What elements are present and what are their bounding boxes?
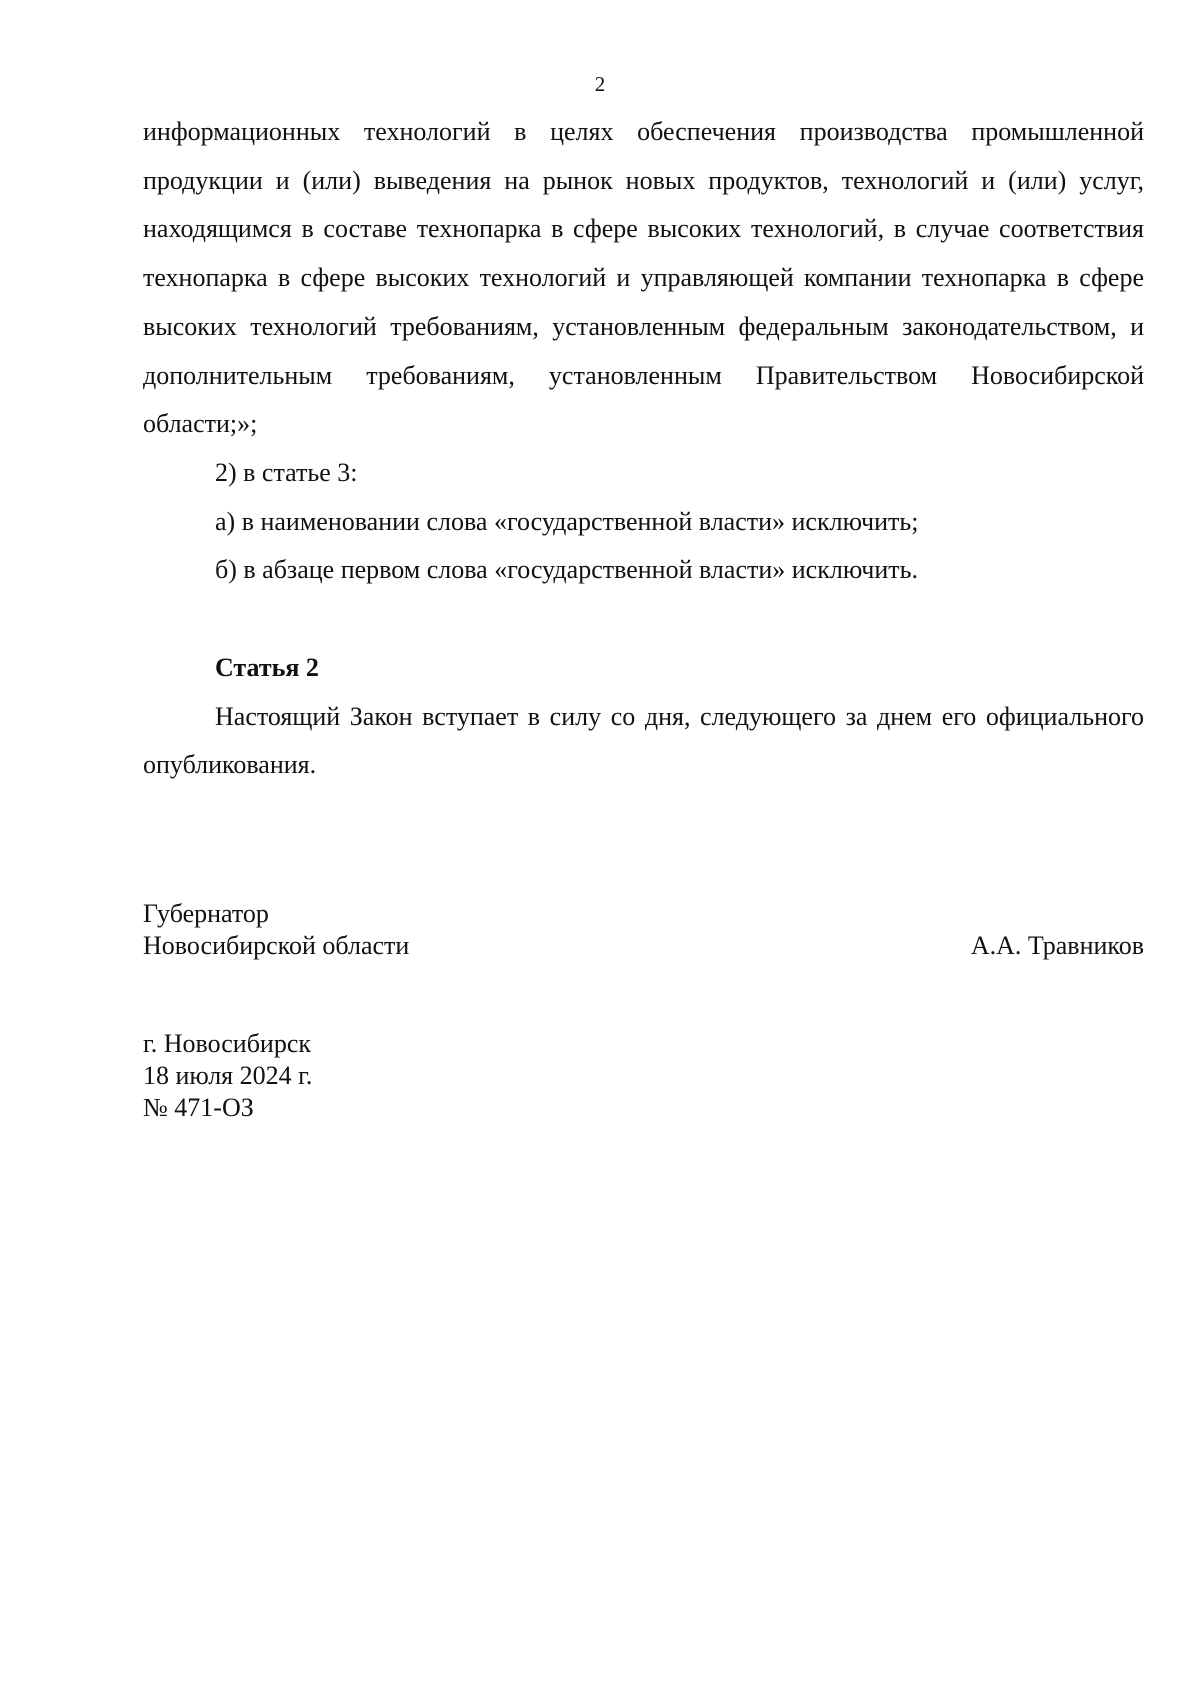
- paragraph-item-2: 2) в статье 3:: [215, 457, 358, 487]
- date: 18 июля 2024 г.: [143, 1061, 313, 1090]
- city: г. Новосибирск: [143, 1029, 312, 1058]
- law-number: № 471-ОЗ: [143, 1093, 254, 1122]
- signature-block: [143, 898, 1144, 962]
- article-2-heading: Статья 2: [215, 653, 319, 683]
- article-2-text: Настоящий Закон вступает в силу со дня, следующего за днем его официального опубликования.: [143, 701, 1144, 780]
- law-text: [143, 108, 1144, 790]
- signatory-title-line-1: Губернатор: [143, 899, 269, 928]
- paragraph-continuation: информационных технологий в целях обеспечения производства промышленной продукции и (или) выведения на рынок новых продуктов, технологий и (или) услуг, находящимся в составе технопарка в сфере высоких технологий, в случае соответствия технопарка в сфере высоких технологий и управляющей компании технопарка в сфере высоких технологий требованиям, установленным федеральным законодательством, и дополнительным требованиям, установленным Правительством Новосибирской области;»;: [143, 117, 1144, 439]
- page-number: 2: [594, 72, 606, 96]
- signatory-title-line-2: Новосибирской области: [143, 931, 410, 960]
- place-date-block: [143, 1028, 312, 1124]
- paragraph-item-2a: а) в наименовании слова «государственной власти» исключить;: [215, 506, 919, 536]
- paragraph-item-2b: б) в абзаце первом слова «государственной власти» исключить.: [215, 555, 918, 585]
- signatory-title: [143, 898, 409, 962]
- signatory-name: А.А. Травников: [970, 931, 1144, 960]
